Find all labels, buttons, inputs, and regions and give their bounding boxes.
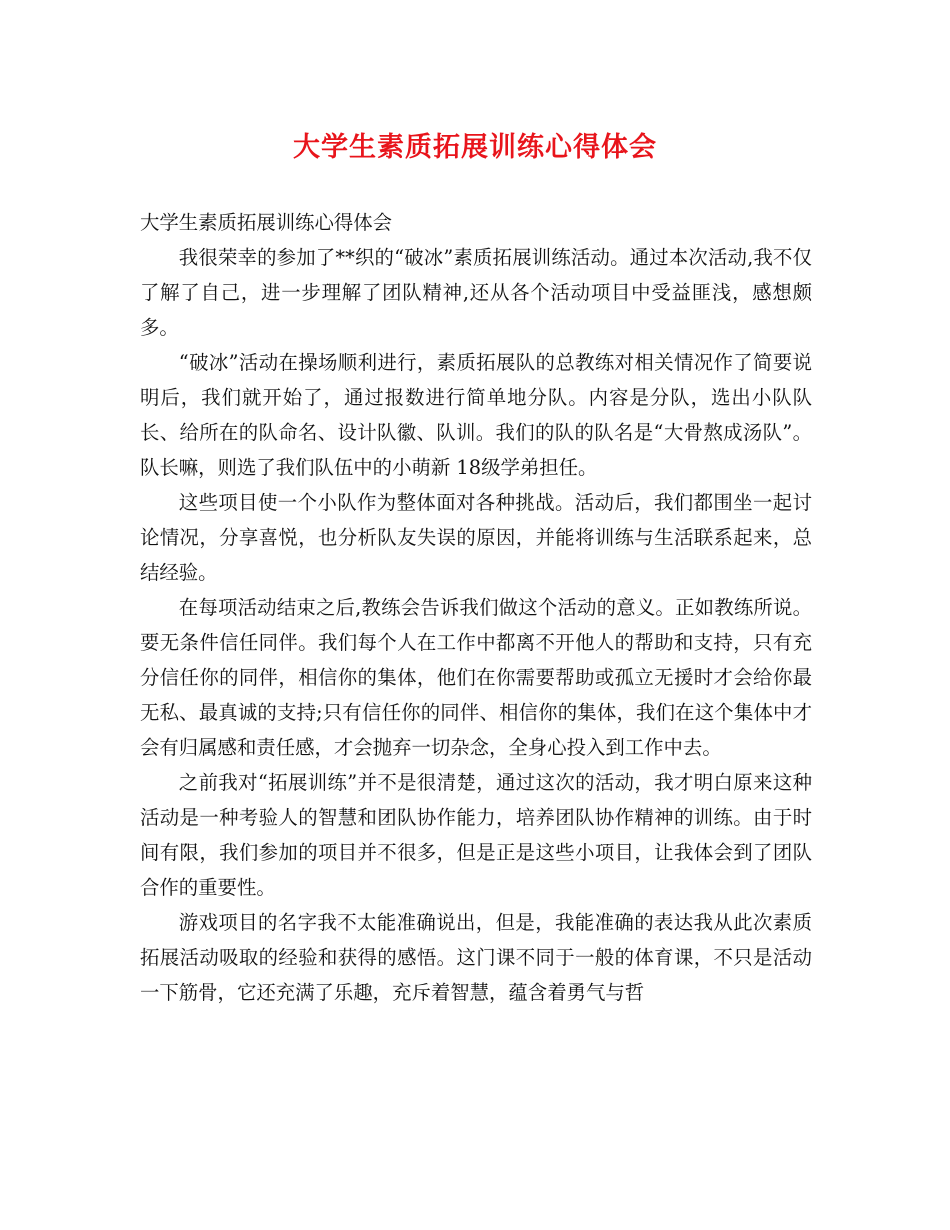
- paragraph-1: 我很荣幸的参加了**织的“破冰”素质拓展训练活动。通过本次活动,我不仅了解了自己，进一步理解了团队精神,还从各个活动项目中受益匪浅，感想颇多。: [140, 246, 812, 339]
- paragraph-6: 游戏项目的名字我不太能准确说出，但是，我能准确的表达我从此次素质拓展活动吸取的经验和获得的感悟。这门课不同于一般的体育课，不只是活动一下筋骨，它还充满了乐趣，充斥着智慧，蕴含着勇气与哲: [140, 911, 812, 1004]
- document-title: 大学生素质拓展训练心得体会: [293, 132, 657, 163]
- paragraph-2: “破冰”活动在操场顺利进行，素质拓展队的总教练对相关情况作了简要说明后，我们就开始了，通过报数进行简单地分队。内容是分队，选出小队队长、给所在的队命名、设计队徽、队训。我们的队的队名是“大骨熬成汤队”。队长嘛，则选了我们队伍中的小萌新 18级学弟担任。: [140, 351, 812, 479]
- paragraph-3: 这些项目使一个小队作为整体面对各种挑战。活动后，我们都围坐一起讨论情况，分享喜悦，也分析队友失误的原因，并能将训练与生活联系起来，总结经验。: [140, 491, 812, 584]
- paragraph-5: 之前我对“拓展训练”并不是很清楚，通过这次的活动，我才明白原来这种活动是一种考验人的智慧和团队协作能力，培养团队协作精神的训练。由于时间有限，我们参加的项目并不很多，但是正是这些小项目，让我体会到了团队合作的重要性。: [140, 771, 812, 899]
- paragraph-4: 在每项活动结束之后,教练会告诉我们做这个活动的意义。正如教练所说。要无条件信任同伴。我们每个人在工作中都离不开他人的帮助和支持，只有充分信任你的同伴，相信你的集体，他们在你需要帮助或孤立无援时才会给你最无私、最真诚的支持;只有信任你的同伴、相信你的集体，我们在这个集体中才会有归属感和责任感，才会抛弃一切杂念，全身心投入到工作中去。: [140, 596, 812, 759]
- body-heading: 大学生素质拓展训练心得体会: [140, 211, 393, 234]
- document-body: [140, 205, 812, 1010]
